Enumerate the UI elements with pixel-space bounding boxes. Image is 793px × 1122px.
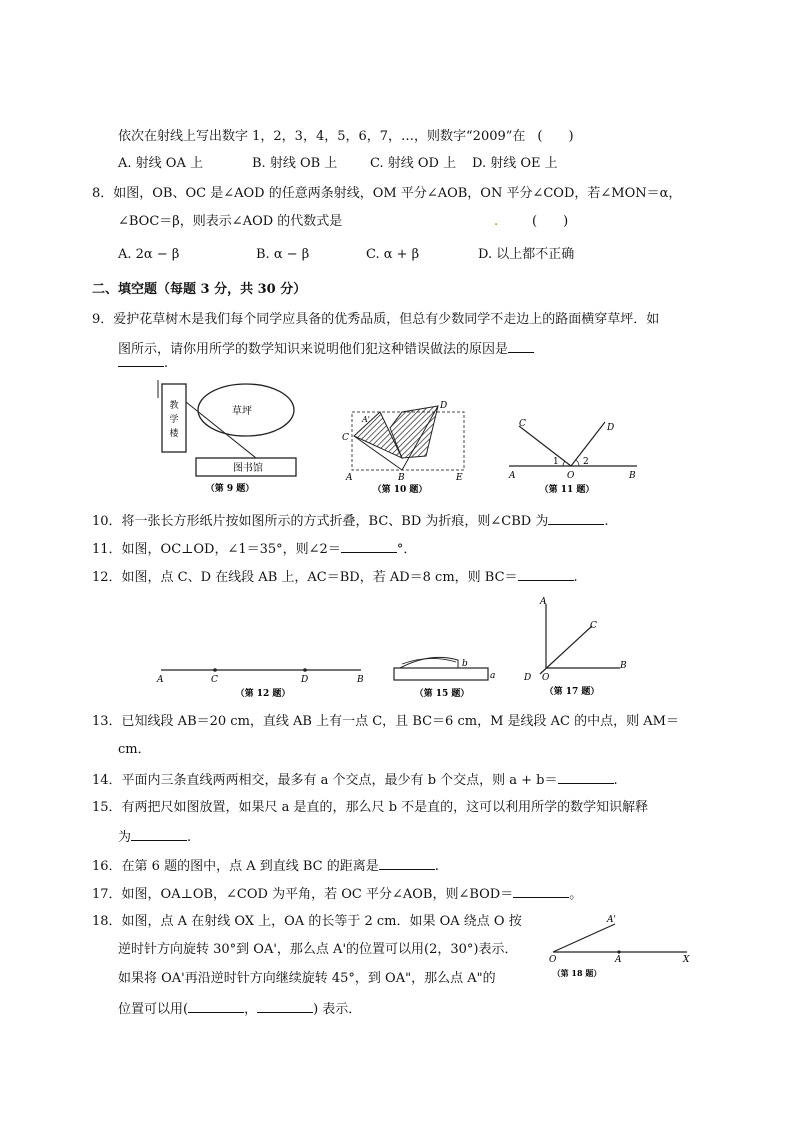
q18-blank-angle <box>257 999 313 1013</box>
fig12-label-d: D <box>301 675 309 685</box>
q16-blank <box>379 856 435 870</box>
figure-18 <box>545 910 695 982</box>
q18-line4 <box>118 999 361 1019</box>
section-title-fill-in: 二、填空题（每题 3 分，共 30 分） <box>92 282 307 297</box>
q7-option-b: B. 射线 OB 上 <box>252 156 338 171</box>
q9-line2 <box>118 339 534 359</box>
fig17-label-c: C <box>590 621 597 631</box>
fig15-ruler-b <box>400 657 458 668</box>
fig11-label-d: D <box>607 423 615 433</box>
q9-line3 <box>118 353 168 373</box>
figure-11 <box>505 382 640 497</box>
fig18-label-x: X <box>683 955 690 965</box>
fig12-label-b: B <box>357 675 364 685</box>
q12-blank <box>518 567 574 581</box>
q12-text: 12．如图，点 C、D 在线段 AB 上，AC＝BD，若 AD＝8 cm，则 BC＝ <box>92 570 518 585</box>
figure-17 <box>520 592 640 702</box>
q15-end: . <box>187 830 192 845</box>
q15-line2-text: 为 <box>118 830 132 845</box>
q18-line3: 如果将 OA'再沿逆时针方向继续旋转 45°，到 OA"，那么点 A"的 <box>118 971 496 986</box>
fig15-ruler-a <box>394 668 488 680</box>
q7-text: 依次在射线上写出数字 1，2，3，4，5，6，7，…，则数字“2009”在 <box>118 129 526 144</box>
q8-option-a: A. 2α − β <box>118 247 180 262</box>
figure-15 <box>390 650 500 702</box>
fig11-label-a: A <box>509 471 516 481</box>
fig11-angle2-arc <box>576 460 579 466</box>
q7-option-c: C. 射线 OD 上 <box>370 156 457 171</box>
q7-line <box>118 128 574 146</box>
q17-end: 。 <box>569 887 583 902</box>
q11-blank <box>341 539 397 553</box>
fig11-label-c: C <box>519 419 526 429</box>
q9-blank-part2 <box>118 353 164 367</box>
q16-text: 16．在第 6 题的图中，点 A 到直线 BC 的距离是 <box>92 859 379 874</box>
fig10-label-b: B <box>398 473 405 483</box>
q9-line2-text: 图所示，请你用所学的数学知识来说明他们犯这种错误做法的原因是 <box>118 342 509 357</box>
fig18-caption: （第 18 题） <box>552 968 602 978</box>
q7-answer-paren: ( ) <box>537 129 574 144</box>
fig9-caption: （第 9 题） <box>205 484 255 494</box>
fig17-label-b: B <box>620 661 627 671</box>
q10-end: . <box>604 514 609 529</box>
fig10-label-e: E <box>456 473 463 483</box>
fig11-angle1-arc <box>563 461 565 466</box>
q10-blank <box>548 511 604 525</box>
q11-line <box>92 539 416 559</box>
figure-9 <box>150 378 310 498</box>
fig15-label-b: b <box>462 659 468 669</box>
q8-option-c: C. α + β <box>366 247 420 262</box>
q8-dot: . <box>494 214 499 229</box>
fig11-label-2: 2 <box>583 457 589 467</box>
fig11-label-1: 1 <box>553 457 559 467</box>
fig12-label-c: C <box>211 675 218 685</box>
q12-end: . <box>573 570 578 585</box>
fig11-label-b: B <box>629 471 636 481</box>
q9-end: . <box>164 356 169 371</box>
fig12-point-d <box>303 668 307 672</box>
fig12-point-c <box>213 668 217 672</box>
fig17-label-o: O <box>542 673 550 683</box>
fig11-caption: （第 11 题） <box>539 485 595 495</box>
q9-line1: 9．爱护花草树木是我们每个同学应具备的优秀品质，但总有少数同学不走边上的路面横穿草坪．如 <box>92 312 660 327</box>
q14-line <box>92 770 618 790</box>
fig18-label-a: A <box>615 955 622 965</box>
fig18-point-a <box>617 950 620 953</box>
q8-option-d: D. 以上都不正确 <box>478 247 575 262</box>
q14-end: . <box>613 773 618 788</box>
fig11-label-o: O <box>567 471 575 481</box>
fig18-ray-oa-prime <box>553 924 615 952</box>
fig15-label-a: a <box>490 671 496 681</box>
fig9-library-label: 图书馆 <box>233 463 263 474</box>
q14-text: 14．平面内三条直线两两相交，最多有 a 个交点，最少有 b 个交点，则 a + b＝ <box>92 773 558 788</box>
q14-blank <box>558 770 614 784</box>
q18-blank-distance <box>188 999 244 1013</box>
fig18-label-a-prime: A' <box>607 915 616 925</box>
q9-blank-part1 <box>508 339 534 353</box>
q15-blank <box>131 827 187 841</box>
q15-line1: 15．有两把尺如图放置，如果尺 a 是直的，那么尺 b 不是直的，这可以利用所学的数学知识解释 <box>92 800 649 815</box>
figure-12 <box>155 660 370 702</box>
fig9-lawn-label: 草坪 <box>232 406 252 417</box>
q8-answer-paren: ( ) <box>532 214 569 229</box>
q10-line <box>92 511 608 531</box>
q13-line1: 13．已知线段 AB＝20 cm，直线 AB 上有一点 C，且 BC＝6 cm，M 是线段 AC 的中点，则 AM＝ <box>92 714 679 729</box>
q10-text: 10．将一张长方形纸片按如图所示的方式折叠，BC、BD 为折痕，则∠CBD 为 <box>92 514 549 529</box>
fig17-label-d: D <box>524 673 532 683</box>
q16-end: . <box>434 859 439 874</box>
fig10-caption: （第 10 题） <box>372 485 428 495</box>
q17-text: 17．如图，OA⊥OB，∠COD 为平角，若 OC 平分∠AOB，则∠BOD＝ <box>92 887 514 902</box>
fig12-label-a: A <box>157 675 164 685</box>
fig10-label-a-prime: A' <box>362 415 370 424</box>
q13-line2: cm． <box>118 742 151 757</box>
q15-line2 <box>118 827 191 847</box>
q17-blank <box>513 884 569 898</box>
fig11-ray-oc <box>519 426 571 466</box>
q8-option-b: B. α − β <box>256 247 310 262</box>
q18-line4-end: ) 表示． <box>313 1002 362 1017</box>
q18-comma: ， <box>244 1002 258 1017</box>
fig9-teaching-char1: 教 <box>169 401 179 411</box>
fig18-label-o: O <box>549 955 557 965</box>
fig17-line-dc <box>540 626 592 674</box>
fig17-caption: （第 17 题） <box>544 687 600 697</box>
fig17-label-a: A <box>540 597 547 607</box>
fig9-teaching-char3: 楼 <box>169 429 179 439</box>
fig10-label-c: C <box>342 433 349 443</box>
q18-line2: 逆时针方向旋转 30°到 OA'，那么点 A'的位置可以用(2，30°)表示． <box>118 942 518 957</box>
q8-line2: ∠BOC＝β，则表示∠AOD 的代数式是 <box>118 214 343 229</box>
fig9-teaching-char2: 学 <box>169 415 179 425</box>
q18-line4-start: 位置可以用( <box>118 1002 189 1017</box>
fig15-caption: （第 15 题） <box>414 689 470 699</box>
figure-10 <box>340 398 470 498</box>
q16-line <box>92 856 439 876</box>
q8-line1: 8．如图，OB、OC 是∠AOD 的任意两条射线，OM 平分∠AOB，ON 平分∠COD，若∠MON＝α， <box>92 186 682 201</box>
q17-line <box>92 884 582 904</box>
q18-line1: 18．如图，点 A 在射线 OX 上，OA 的长等于 2 cm．如果 OA 绕点 O 按 <box>92 914 522 929</box>
q11-end: °． <box>396 542 417 557</box>
q11-text: 11．如图，OC⊥OD，∠1＝35°，则∠2＝ <box>92 542 341 557</box>
fig10-label-a: A <box>346 473 353 483</box>
fig10-label-d: D <box>440 401 448 411</box>
q12-line <box>92 567 578 587</box>
fig12-caption: （第 12 题） <box>235 689 291 699</box>
q7-option-a: A. 射线 OA 上 <box>118 156 203 171</box>
q7-option-d: D. 射线 OE 上 <box>472 156 558 171</box>
